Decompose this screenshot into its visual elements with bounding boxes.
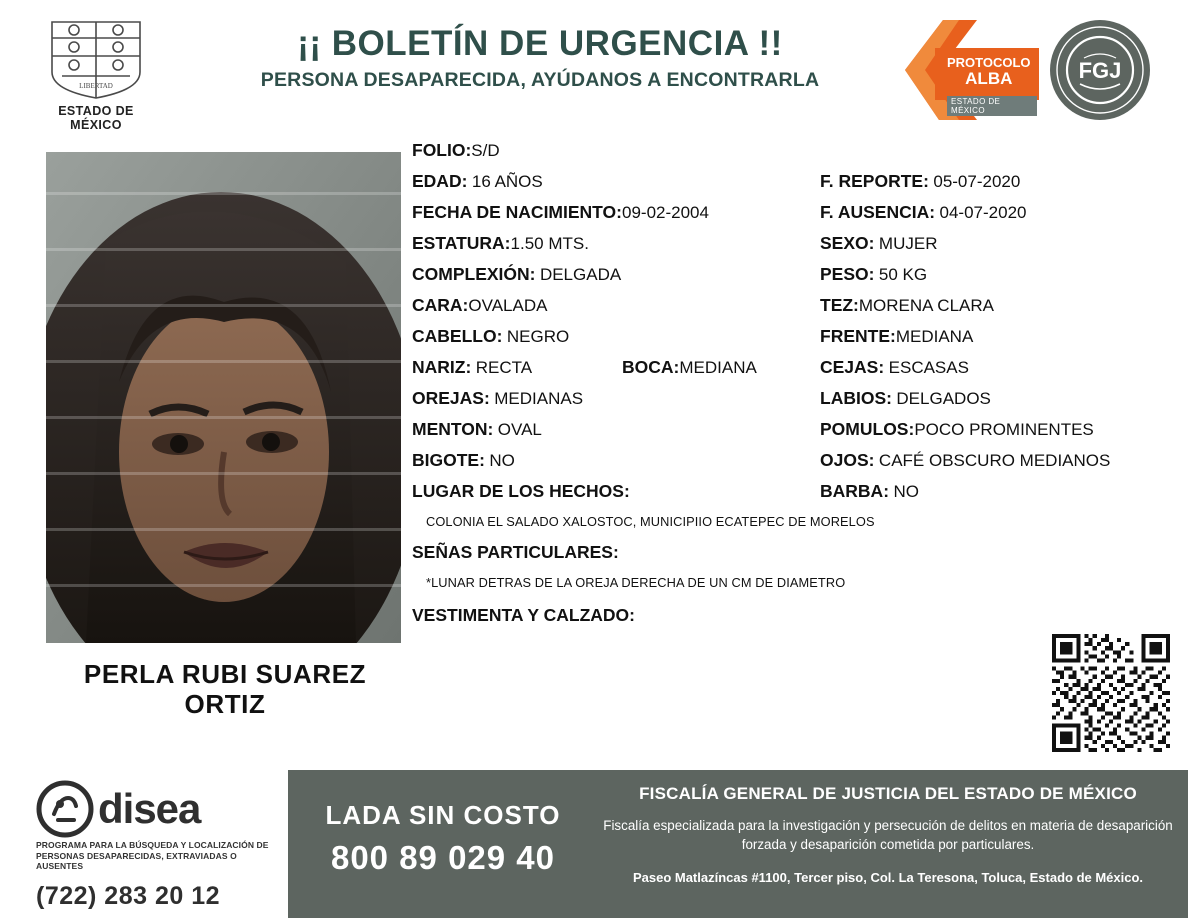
- row-folio: [412, 140, 1172, 171]
- sexo-value: MUJER: [878, 234, 938, 253]
- labios-label: LABIOS:: [820, 388, 892, 408]
- orejas-value: MEDIANAS: [494, 389, 584, 408]
- poster-subtitle: PERSONA DESAPARECIDA, AYÚDANOS A ENCONTRARLA: [260, 68, 820, 91]
- contact-band: [288, 770, 1188, 918]
- tez-label: TEZ:: [820, 295, 859, 315]
- pomulos-label: POMULOS:: [820, 419, 915, 439]
- senas-label: SEÑAS PARTICULARES:: [412, 542, 619, 562]
- odisea-title: disea: [98, 785, 201, 832]
- alba-line2: ALBA: [965, 68, 1013, 88]
- lada-number[interactable]: 800 89 029 40: [330, 839, 556, 876]
- orejas-label: OREJAS:: [412, 388, 490, 408]
- frente-value: MEDIANA: [895, 327, 974, 346]
- cara-value: OVALADA: [468, 296, 548, 315]
- edad-label: EDAD:: [412, 171, 468, 191]
- cabello-value: NEGRO: [506, 327, 570, 346]
- poster-title: ¡¡ BOLETÍN DE URGENCIA !!: [297, 24, 783, 63]
- fiscalia-description: Fiscalía especializada para la investigación y persecución de delitos en materia de desaparición forzada y desaparición cometida por particulares.: [603, 818, 1173, 853]
- person-details: [412, 140, 1172, 636]
- alba-line1: PROTOCOLO: [947, 55, 1031, 70]
- fgj-logo: [1046, 18, 1154, 122]
- row-lugar-barba: [412, 481, 1172, 512]
- pomulos-value: POCO PROMINENTES: [914, 420, 1094, 439]
- lada-title: LADA SIN COSTO: [325, 800, 561, 830]
- f-reporte-value: 05-07-2020: [933, 172, 1021, 191]
- svg-text:FGJ: FGJ: [1078, 58, 1122, 83]
- complexion-value: DELGADA: [539, 265, 622, 284]
- bigote-value: NO: [489, 451, 515, 470]
- fiscalia-block: [598, 784, 1178, 888]
- lugar-label: LUGAR DE LOS HECHOS:: [412, 481, 630, 501]
- f-ausencia-label: F. AUSENCIA:: [820, 202, 936, 222]
- nariz-value: RECTA: [475, 358, 533, 377]
- barba-value: NO: [893, 482, 919, 501]
- labios-value: DELGADOS: [896, 389, 991, 408]
- vestimenta-label: VESTIMENTA Y CALZADO:: [412, 605, 635, 625]
- bigote-label: BIGOTE:: [412, 450, 485, 470]
- menton-value: OVAL: [497, 420, 542, 439]
- row-bigote-ojos: [412, 450, 1172, 481]
- fgj-seal-icon: [1046, 18, 1154, 122]
- row-vestimenta: [412, 605, 1172, 636]
- odisea-phone[interactable]: (722) 283 20 12: [36, 881, 221, 910]
- row-estatura-sexo: [412, 233, 1172, 264]
- odisea-icon: [36, 780, 98, 838]
- emblem-caption: ESTADO DE MÉXICO: [58, 104, 134, 132]
- header: [0, 0, 1188, 130]
- person-name: PERLA RUBI SUAREZ ORTIZ: [83, 659, 367, 719]
- row-orejas-labios: [412, 388, 1172, 419]
- row-nariz-boca-cejas: [412, 357, 1172, 388]
- qr-code[interactable]: [1052, 634, 1170, 752]
- alba-line3: ESTADO DE MÉXICO: [947, 96, 1037, 116]
- row-menton-pomulos: [412, 419, 1172, 450]
- photo-illustration: [46, 152, 401, 643]
- svg-text:LIBERTAD: LIBERTAD: [79, 82, 113, 90]
- tez-value: MORENA CLARA: [858, 296, 994, 315]
- estatura-label: ESTATURA:: [412, 233, 511, 253]
- folio-label: FOLIO:: [412, 140, 472, 160]
- fiscalia-title: FISCALÍA GENERAL DE JUSTICIA DEL ESTADO DE MÉXICO: [639, 784, 1137, 803]
- person-photo: [46, 152, 401, 643]
- qr-code-icon: [1052, 634, 1170, 752]
- cejas-label: CEJAS:: [820, 357, 885, 377]
- coat-of-arms-icon: [42, 18, 150, 102]
- estatura-value: 1.50 MTS.: [510, 234, 589, 253]
- nariz-label: NARIZ:: [412, 357, 472, 377]
- fiscalia-address: Paseo Matlazíncas #1100, Tercer piso, Col. La Teresona, Toluca, Estado de México.: [632, 869, 1144, 885]
- cara-label: CARA:: [412, 295, 469, 315]
- row-complexion-peso: [412, 264, 1172, 295]
- protocolo-alba-logo: [897, 16, 1037, 116]
- edad-value: 16 AÑOS: [471, 172, 543, 191]
- cejas-value: ESCASAS: [888, 358, 969, 377]
- ojos-value: CAFÉ OBSCURO MEDIANOS: [878, 451, 1111, 470]
- frente-label: FRENTE:: [820, 326, 896, 346]
- senas-value: *LUNAR DETRAS DE LA OREJA DERECHA DE UN CM DE DIAMETRO: [426, 575, 846, 590]
- complexion-label: COMPLEXIÓN:: [412, 264, 536, 284]
- row-senas: [412, 542, 1172, 573]
- senas-detail: [412, 575, 1172, 605]
- sexo-label: SEXO:: [820, 233, 875, 253]
- boca-label: BOCA:: [622, 357, 680, 377]
- peso-label: PESO:: [820, 264, 875, 284]
- menton-label: MENTON:: [412, 419, 494, 439]
- row-edad-reporte: [412, 171, 1172, 202]
- header-titles: [180, 26, 900, 92]
- lada-block: [288, 800, 598, 877]
- odisea-logo-block: [36, 780, 286, 911]
- row-nacimiento-ausencia: [412, 202, 1172, 233]
- nacimiento-value: 09-02-2004: [622, 203, 709, 222]
- footer: [0, 770, 1188, 918]
- alba-label: [947, 56, 1031, 87]
- peso-value: 50 KG: [878, 265, 928, 284]
- row-cabello-frente: [412, 326, 1172, 357]
- folio-value: S/D: [471, 141, 500, 160]
- ojos-label: OJOS:: [820, 450, 875, 470]
- boca-value: MEDIANA: [679, 358, 757, 377]
- lugar-detail: [412, 514, 1172, 542]
- barba-label: BARBA:: [820, 481, 890, 501]
- odisea-subtitle: PROGRAMA PARA LA BÚSQUEDA Y LOCALIZACIÓN DE PERSONAS DESAPARECIDAS, EXTRAVIADAS O AUSENTES: [36, 840, 269, 872]
- row-cara-tez: [412, 295, 1172, 326]
- nacimiento-label: FECHA DE NACIMIENTO:: [412, 202, 622, 222]
- cabello-label: CABELLO:: [412, 326, 503, 346]
- f-reporte-label: F. REPORTE:: [820, 171, 929, 191]
- f-ausencia-value: 04-07-2020: [939, 203, 1027, 222]
- lugar-value: COLONIA EL SALADO XALOSTOC, MUNICIPIIO ECATEPEC DE MORELOS: [426, 514, 875, 529]
- state-emblem: [36, 18, 156, 132]
